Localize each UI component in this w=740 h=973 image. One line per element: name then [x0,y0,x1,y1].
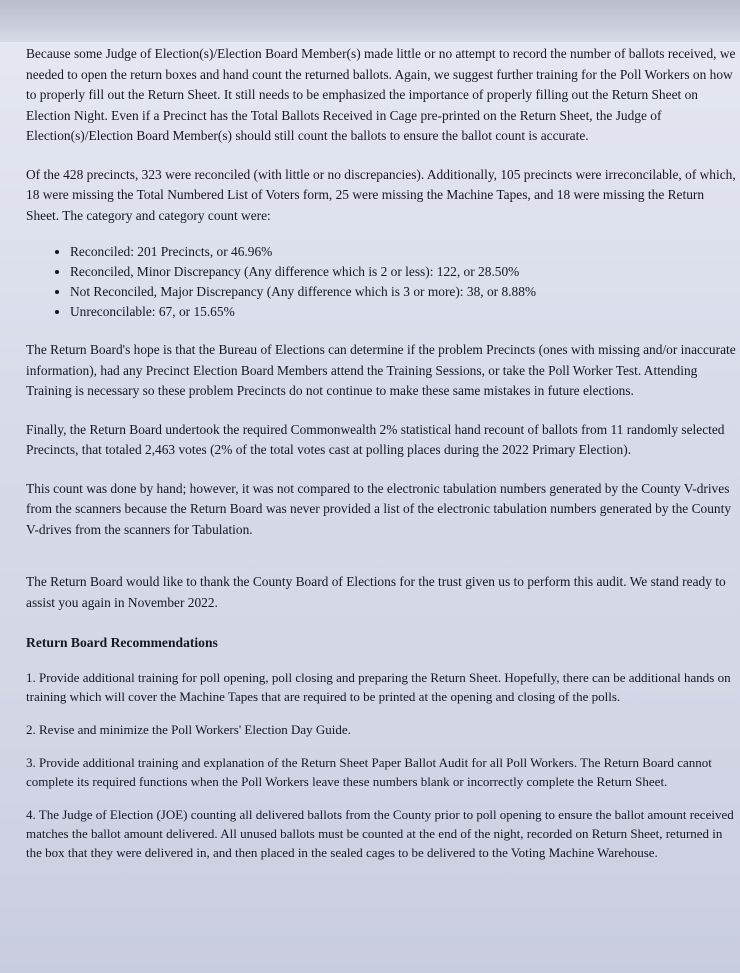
document-body [26,8,738,876]
spacer [26,558,738,572]
category-item-major-discrepancy: • Not Reconciled, Major Discrepancy (Any difference which is 3 or more): 38, or 8.88% [70,282,738,302]
paragraph-ballot-count: Because some Judge of Election(s)/Election Board Member(s) made little or no attempt to record the number of ballots received, we needed to open the return boxes and hand count the returned ballots. Again, we suggest further training for the Poll Workers on how to properly fill out the Return Sheet. It still needs to be emphasized the importance of properly filling out the Return Sheet on Election Night. Even if a Precinct has the Total Ballots Received in Cage pre-printed on the Return Sheet, the Judge of Election(s)/Election Board Member(s) should still count the ballots to ensure the ballot count is accurate. [26,46,736,143]
recommendation-item-1: 1. Provide additional training for poll opening, poll closing and preparing the Return Sheet. Hopefully, there can be additional hands on training which will cover the Machine Tapes that are required to be printed at the opening and closing of the polls. [26,669,731,704]
recommendations-heading: Return Board Recommendations [26,635,218,650]
paragraph-hand-recount: Finally, the Return Board undertook the required Commonwealth 2% statistical hand recount of ballots from 11 randomly selected Precincts, that totaled 2,463 votes (2% of the total votes cast at polling places during the 2022 Primary Election). [26,421,725,457]
paragraph-electronic-tabulation: This count was done by hand; however, it was not compared to the electronic tabulation numbers generated by the County V-drives from the scanners because the Return Board was never provided a list of the electronic tabulation numbers generated by the County V-drives from the scanners for Tabulation. [26,480,732,537]
category-list [26,242,738,322]
recommendation-item-2: 2. Revise and minimize the Poll Workers' Election Day Guide. [26,721,351,737]
paragraph-precinct-summary: Of the 428 precincts, 323 were reconciled (with little or no discrepancies). Additionally, 105 precincts were irreconcilable, of which, 18 were missing the Total Numbered List of Voters form, 25 were missing the Machine Tapes, and 18 were missing the Return Sheet. The category and category count were: [26,166,736,223]
category-item-reconciled: • Reconciled: 201 Precincts, or 46.96% [70,242,738,262]
recommendation-item-3: 3. Provide additional training and explanation of the Return Sheet Paper Ballot Audit for all Poll Workers. The Return Board cannot complete its required functions when the Poll Workers leave these numbers blank or incorrectly complete the Return Sheet. [26,754,712,789]
recommendation-item-4: 4. The Judge of Election (JOE) counting all delivered ballots from the County prior to poll opening to ensure the ballot amount received matches the ballot amount delivered. All unused ballots must be counted at the end of the night, recorded on Return Sheet, returned in the box that they were delivered in, and then placed in the sealed cages to be delivered to the Voting Machine Warehouse. [26,806,734,860]
category-item-minor-discrepancy: • Reconciled, Minor Discrepancy (Any difference which is 2 or less): 122, or 28.50% [70,262,738,282]
paragraph-training-hope: The Return Board's hope is that the Bureau of Elections can determine if the problem Precincts (ones with missing and/or inaccurate information), had any Precinct Election Board Members attend the Training Sessions, or take the Poll Worker Test. Attending Training is necessary so these problem Precincts do not continue to make these same mistakes in future elections. [26,342,736,398]
category-item-unreconcilable: • Unreconcilable: 67, or 15.65% [70,302,738,322]
paragraph-thanks: The Return Board would like to thank the County Board of Elections for the trust given us to perform this audit. We stand ready to assist you again in November 2022. [26,574,726,610]
